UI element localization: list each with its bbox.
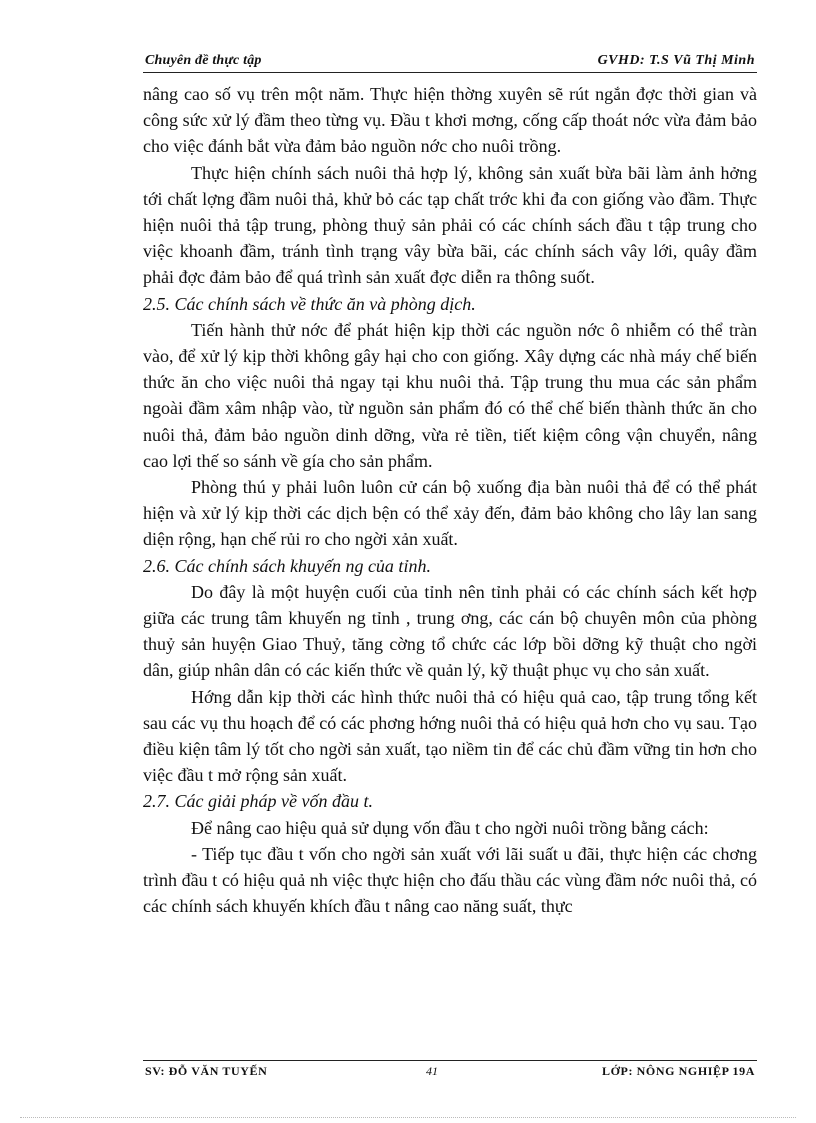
paragraph: Tiến hành thử nớc để phát hiện kịp thời các nguồn nớc ô nhiễm có thể tràn vào, để xử lý kịp thời không gây hại cho con giống. Xây dựng các nhà máy chế biến thức ăn cho việc nuôi thả ngay tại khu nuôi thả. Tập trung thu mua các sản phẩm ngoài đầm xâm nhập vào, từ nguồn sản phẩm đó có thể chế biến thành thức ăn cho nuôi thả, đảm bảo nguồn dinh dỡng, vừa rẻ tiền, tiết kiệm công vận chuyển, nâng cao lợi thế so sánh về gía cho sản phẩm. [143,319,757,471]
header-document-title: Chuyên đề thực tập [145,53,262,68]
section-heading-2-5: 2.5. Các chính sách về thức ăn và phòng dịch. [143,293,476,314]
paragraph: Hớng dẫn kịp thời các hình thức nuôi thả có hiệu quả cao, tập trung tổng kết sau các vụ thu hoạch để có các phơng hớng nuôi thả có hiệu quả hơn cho vụ sau. Tạo điều kiện tâm lý tốt cho ngời sản xuất, tạo niềm tin để các chủ đầm vững tin hơn cho việc đầu t mở rộng sản xuất. [143,686,757,786]
footer-student-name: SV: ĐỖ VĂN TUYẾN [145,1064,268,1078]
paragraph: Thực hiện chính sách nuôi thả hợp lý, không sản xuất bừa bãi làm ảnh hởng tới chất lợng đầm nuôi thả, khử bỏ các tạp chất trớc khi đa con giống vào đầm. Thực hiện nuôi thả tập trung, phòng thuỷ sản phải có các chính sách đầu t tập trung cho việc khoanh đầm, tránh tình trạng vây bừa bãi, các chính sách vây lới, quây đầm phải đợc đảm bảo để quá trình sản xuất đợc diễn ra thông suốt. [143,162,757,288]
page-footer [143,1060,757,1081]
footer-class-name: LỚP: NÔNG NGHIỆP 19A [601,1064,755,1078]
page-header [143,50,757,73]
document-body [143,81,757,920]
header-supervisor: GVHD: T.S Vũ Thị Minh [597,53,755,68]
section-heading-2-7: 2.7. Các giải pháp về vốn đầu t. [143,791,373,812]
paragraph: Do đây là một huyện cuối của tỉnh nên tỉnh phải có các chính sách kết hợp giữa các trung tâm khuyến ng tỉnh , trung ơng, các cán bộ chuyên môn của phòng thuỷ sản huyện Giao Thuỷ, tăng cờng tổ chức các lớp bồi dỡng kỹ thuật cho ngời dân, giúp nhân dân có các kiến thức về quản lý, kỹ thuật phục vụ cho sản xuất. [143,581,757,681]
page-number: 41 [426,1064,438,1078]
paragraph: - Tiếp tục đầu t vốn cho ngời sản xuất với lãi suất u đãi, thực hiện các chơng trình đầu t có hiệu quả nh việc thực hiện cho đấu thầu các vùng đầm nớc nuôi thả, có các chính sách khuyến khích đầu t nâng cao năng suất, thực [143,843,757,917]
paragraph: Phòng thú y phải luôn luôn cử cán bộ xuống địa bàn nuôi thả để có thể phát hiện và xử lý kịp thời các dịch bện có thể xảy đến, đảm bảo không cho lây lan sang diện rộng, hạn chế rủi ro cho ngời xản xuất. [143,477,757,550]
paragraph: Để nâng cao hiệu quả sử dụng vốn đầu t cho ngời nuôi trồng bằng cách: [191,817,709,838]
section-heading-2-6: 2.6. Các chính sách khuyến ng của tỉnh. [143,555,431,576]
paragraph: nâng cao số vụ trên một năm. Thực hiện thờng xuyên sẽ rút ngắn đợc thời gian và công sức xử lý đầm theo từng vụ. Đầu t khơi mơng, cống cấp thoát nớc vừa đảm bảo cho việc đánh bắt vừa đảm bảo nguồn nớc cho nuôi trồng. [143,84,757,157]
page-boundary-divider [20,1117,796,1118]
